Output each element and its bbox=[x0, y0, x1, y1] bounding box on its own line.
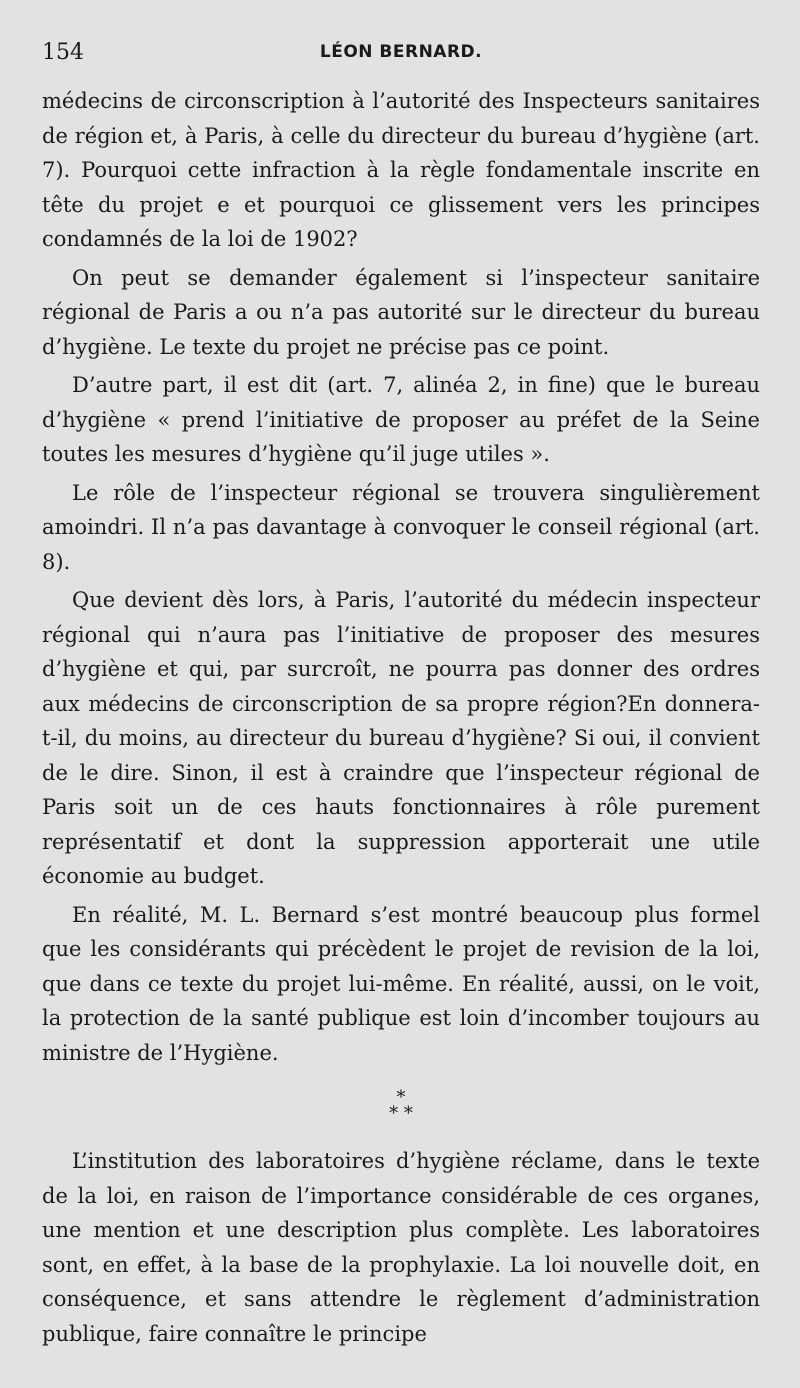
asterism-top: * bbox=[396, 1087, 406, 1108]
running-title: LÉON BERNARD. bbox=[319, 42, 483, 62]
body-text bbox=[42, 84, 760, 1351]
paragraph-4: Le rôle de l’inspecteur régional se trouvera singulièrement amoindri. Il n’a pas davantage à convoquer le conseil régional (art. 8). bbox=[42, 480, 760, 574]
paragraph-6: En réalité, M. L. Bernard s’est montré beaucoup plus formel que les considérants qui précèdent le projet de revision de la loi, que dans ce texte du projet lui-même. En réalité, aussi, on le voit, la protection de la santé publique est loin d’incomber toujours au ministre de l’Hygiène. bbox=[42, 902, 760, 1065]
paragraph-2: On peut se demander également si l’inspecteur sanitaire régional de Paris a ou n’a pas autorité sur le directeur du bureau d’hygiène. Le texte du projet ne précise pas ce point. bbox=[42, 265, 760, 359]
paragraph-5: Que devient dès lors, à Paris, l’autorité du médecin inspecteur régional qui n’aura pas l’initiative de proposer des mesures d’hygiène et qui, par surcroît, ne pourra pas donner des ordres aux médecins de circonscription de sa propre région?En donnera-t-il, du moins, au directeur du bureau d’hygiène? Si oui, il convient de le dire. Sinon, il est à craindre que l’inspecteur régional de Paris soit un de ces hauts fonctionnaires à rôle purement représentatif et dont la suppression apporterait une utile économie au budget. bbox=[42, 588, 760, 888]
paragraph-1: médecins de circonscription à l’autorité des Inspecteurs sanitaires de région et, à Paris, à celle du directeur du bureau d’hygiène (art. 7). Pourquoi cette infraction à la règle fondamentale inscrite en tête du projet e et pourquoi ce glissement vers les principes condamnés de la loi de 1902? bbox=[42, 89, 760, 251]
paragraph-3: D’autre part, il est dit (art. 7, alinéa 2, in fine) que le bureau d’hygiène « prend l’initiative de proposer au préfet de la Seine toutes les mesures d’hygiène qu’il juge utiles ». bbox=[42, 373, 760, 466]
paragraph-7: L’institution des laboratoires d’hygiène réclame, dans le texte de la loi, en raison de l’importance considérable de ces organes, une mention et une description plus complète. Les laboratoires sont, en effet, à la base de la prophylaxie. La loi nouvelle doit, en conséquence, et sans attendre le règlement d’administration publique, faire connaître le principe bbox=[42, 1149, 760, 1346]
asterism-bottom: * * bbox=[389, 1103, 413, 1124]
page-number: 154 bbox=[42, 40, 84, 65]
section-break-asterism bbox=[42, 1087, 760, 1124]
page-header bbox=[42, 36, 760, 76]
